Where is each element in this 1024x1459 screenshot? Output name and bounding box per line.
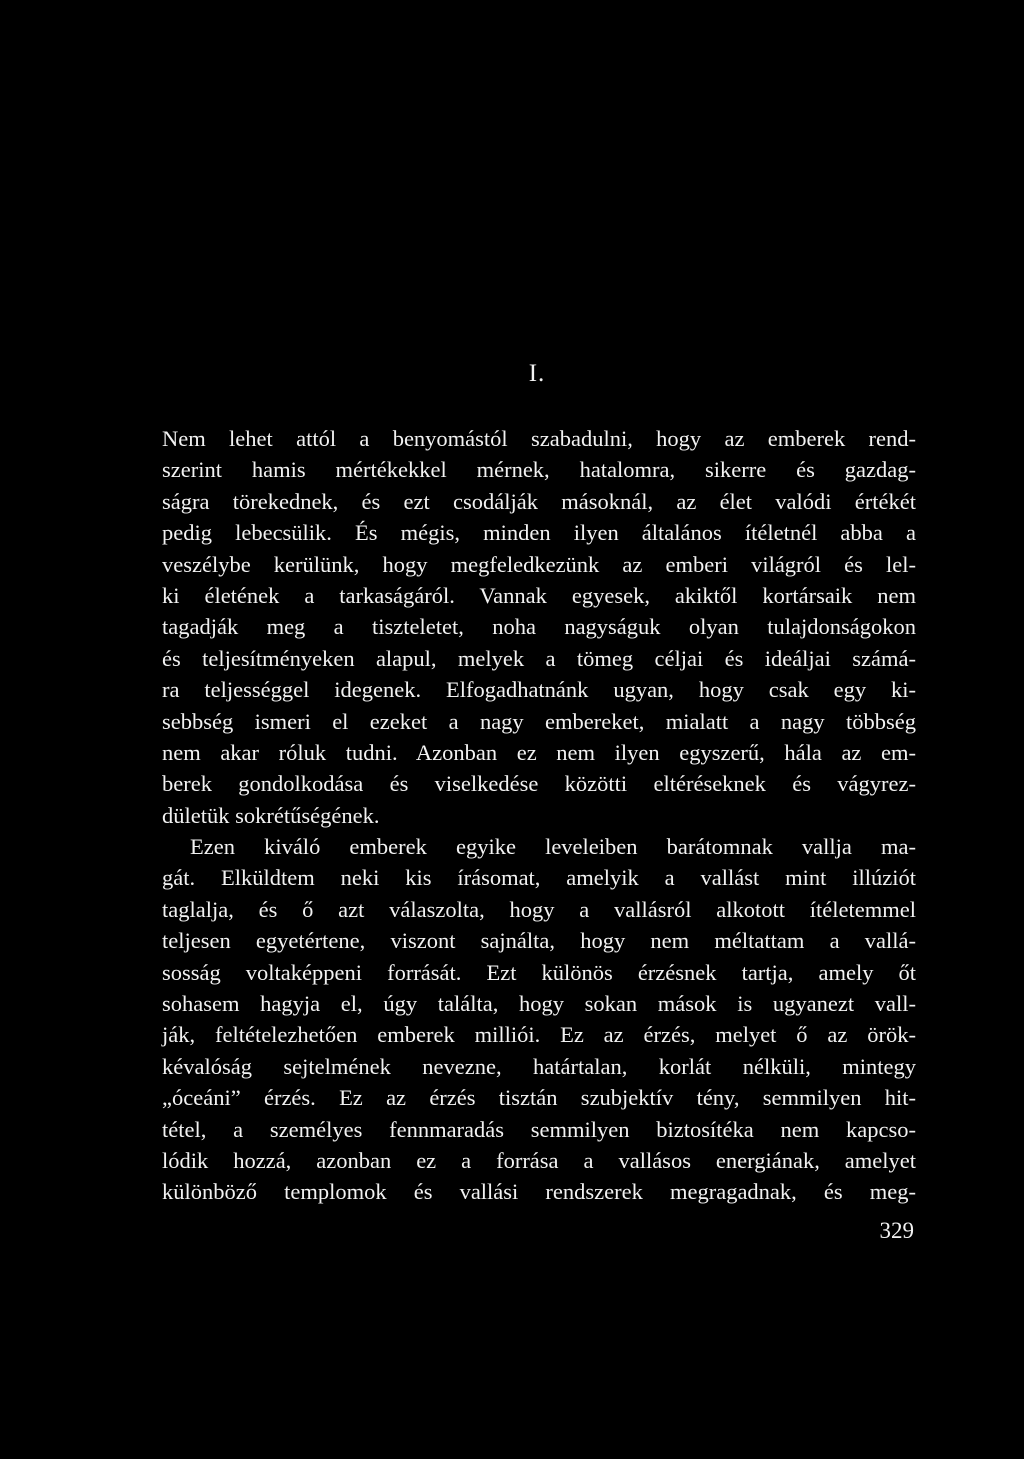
text-line: Nem lehet attól a benyomástól szabadulni, hogy az emberek rend- — [162, 426, 916, 451]
text-line: gát. Elküldtem neki kis írásomat, amelyik a vallást mint illúziót — [162, 865, 916, 891]
body-text — [162, 423, 916, 1208]
text-line: és teljesítményeken alapul, melyek a tömeg céljai és ideáljai számá- — [162, 645, 916, 671]
text-line: sohasem hagyja el, úgy találta, hogy sokan mások is ugyanezt vall- — [162, 991, 916, 1017]
text-line: tagadják meg a tiszteletet, noha nagyságuk olyan tulajdonságokon — [162, 614, 916, 640]
text-line: nem akar róluk tudni. Azonban ez nem ilyen egyszerű, hála az em- — [162, 739, 916, 765]
page-number: 329 — [879, 1218, 914, 1243]
text-line: tétel, a személyes fennmaradás semmilyen biztosítéka nem kapcso- — [162, 1116, 916, 1142]
paragraph-start-line: Ezen kiváló emberek egyike leveleiben barátomnak vallja ma- — [190, 834, 916, 860]
text-line: teljesen egyetértene, viszont sajnálta, hogy nem méltattam a vallá- — [162, 928, 916, 954]
text-line: dületük sokrétűségének. — [162, 802, 380, 828]
text-line: ják, feltételezhetően emberek milliói. Ez az érzés, melyet ő az örök- — [162, 1022, 916, 1048]
chapter-heading: I. — [528, 360, 546, 387]
text-line: sosság voltaképpeni forrását. Ezt különös érzésnek tartja, amely őt — [162, 959, 916, 985]
text-line: kévalóság sejtelmének nevezne, határtalan, korlát nélküli, mintegy — [162, 1053, 916, 1079]
text-line: veszélybe kerülünk, hogy megfeledkezünk az emberi világról és lel- — [162, 551, 916, 577]
text-line: ki életének a tarkaságáról. Vannak egyesek, akiktől kortársaik nem — [162, 582, 916, 608]
text-line: taglalja, és ő azt válaszolta, hogy a vallásról alkotott ítéletemmel — [162, 896, 916, 922]
text-line: lódik hozzá, azonban ez a forrása a vallásos energiának, amelyet — [162, 1147, 916, 1173]
text-line: szerint hamis mértékekkel mérnek, hatalomra, sikerre és gazdag- — [162, 457, 916, 483]
text-line: különböző templomok és vallási rendszerek megragadnak, és meg- — [162, 1179, 916, 1205]
text-line: „óceáni” érzés. Ez az érzés tisztán szubjektív tény, semmilyen hit- — [162, 1085, 916, 1111]
text-line: berek gondolkodása és viselkedése közötti eltéréseknek és vágyrez- — [162, 771, 916, 797]
text-line: ra teljességgel idegenek. Elfogadhatnánk ugyan, hogy csak egy ki- — [162, 677, 916, 703]
text-line: pedig lebecsülik. És mégis, minden ilyen általános ítéletnél abba a — [162, 520, 916, 546]
text-line: ságra törekednek, és ezt csodálják másoknál, az élet valódi értékét — [162, 488, 916, 514]
text-line: sebbség ismeri el ezeket a nagy embereket, mialatt a nagy többség — [162, 708, 916, 734]
